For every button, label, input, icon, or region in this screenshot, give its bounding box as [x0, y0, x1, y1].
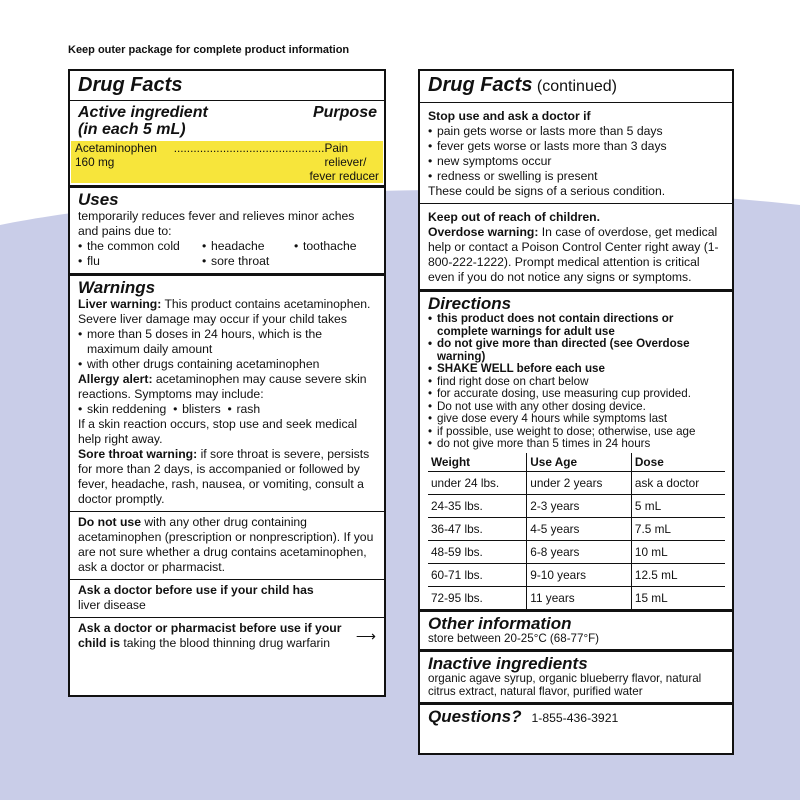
direction-item: • SHAKE WELL before each use — [428, 363, 725, 376]
stop-use-heading: Stop use and ask a doctor if — [428, 109, 591, 123]
direction-item: • find right dose on chart below — [428, 376, 725, 389]
keep-out-section — [420, 204, 732, 292]
active-ingredient-section — [70, 101, 384, 188]
warnings-heading: Warnings — [78, 278, 156, 297]
drug-facts-panel-right — [418, 69, 734, 755]
stop-item: • fever gets worse or lasts more than 3 days — [428, 139, 725, 154]
other-information-section — [420, 612, 732, 653]
direction-item: • for accurate dosing, use measuring cup provided. — [428, 388, 725, 401]
table-header-weight: Weight — [428, 453, 527, 472]
direction-item: • this product does not contain directions or complete warnings for adult use — [428, 313, 725, 338]
allergy-alert: Allergy alert: acetaminophen may cause severe skin reactions. Symptoms may include: — [78, 372, 367, 401]
questions-section — [420, 705, 732, 730]
use-item: • sore throat — [202, 254, 294, 269]
use-item: • headache — [202, 239, 294, 254]
allergy-after: If a skin reaction occurs, stop use and seek medical help right away. — [78, 417, 358, 446]
table-row: 60-71 lbs. 9-10 years 12.5 mL — [428, 563, 725, 586]
allergy-symptoms: • skin reddening • blisters • rash — [78, 402, 377, 417]
liver-item: • more than 5 doses in 24 hours, which is the maximum daily amount — [78, 327, 377, 357]
questions-heading: Questions? — [428, 707, 522, 726]
stop-use-section — [420, 103, 732, 204]
table-row: 48-59 lbs. 6-8 years 10 mL — [428, 540, 725, 563]
stop-item: • redness or swelling is present — [428, 169, 725, 184]
other-information-heading: Other information — [428, 613, 572, 633]
purpose-row-2 — [71, 169, 383, 183]
stop-item: • pain gets worse or lasts more than 5 days — [428, 124, 725, 139]
purpose-heading: Purpose — [312, 104, 377, 121]
purpose-line-1: Pain reliever/ — [324, 141, 367, 169]
uses-list — [78, 239, 377, 269]
title-section — [70, 71, 384, 101]
sore-throat-warning: Sore throat warning: if sore throat is severe, persists for more than 2 days, is accompanied or followed by fever, headache, rash, nausea, or vomiting, consult a doctor promptly. — [78, 447, 370, 506]
do-not-use-section: Do not use with any other drug containing acetaminophen (prescription or nonprescription). If you are not sure whether a drug contains acetaminophen, ask a doctor or pharmacist. — [70, 512, 384, 580]
inactive-ingredients-section — [420, 652, 732, 705]
dosing-table — [428, 453, 725, 609]
package-note: Keep outer package for complete product information — [68, 44, 350, 56]
active-ingredient-subheading: (in each 5 mL) — [78, 121, 186, 138]
inactive-ingredients-heading: Inactive ingredients — [428, 654, 588, 673]
use-item: • flu — [78, 254, 202, 269]
ingredient-name: Acetaminophen 160 mg — [75, 141, 157, 169]
other-information-text: store between 20-25°C (68-77°F) — [428, 631, 600, 645]
direction-item: • Do not use with any other dosing device. — [428, 401, 725, 414]
drug-facts-title: Drug Facts — [428, 74, 533, 96]
drug-facts-panel-left — [68, 69, 386, 697]
overdose-warning: Overdose warning: In case of overdose, get medical help or contact a Poison Control Center right away (1-800-222-1222). Prompt medical attention is critical even if you do not notice any signs or symptoms. — [428, 225, 719, 284]
uses-heading: Uses — [78, 190, 119, 209]
continued-arrow-icon: ⟶ — [355, 628, 376, 644]
title-section-continued — [420, 71, 732, 103]
continued-label: (continued) — [532, 78, 617, 95]
inactive-ingredients-text: organic agave syrup, organic blueberry flavor, natural citrus extract, natural flavor, purified water — [428, 672, 702, 698]
use-item: • toothache — [294, 239, 377, 254]
ask-doctor-section: Ask a doctor before use if your child has liver disease — [70, 580, 384, 618]
drug-facts-title: Drug Facts — [78, 74, 183, 96]
keep-out-heading: Keep out of reach of children. — [428, 210, 600, 224]
ask-pharmacist-section: Ask a doctor or pharmacist before use if your child is taking the blood thinning drug warfarin ⟶ — [78, 621, 376, 650]
stop-after: These could be signs of a serious condition. — [428, 184, 666, 198]
direction-item: • if possible, use weight to dose; otherwise, use age — [428, 426, 725, 439]
ingredient-row — [71, 141, 383, 169]
table-row: 36-47 lbs. 4-5 years 7.5 mL — [428, 517, 725, 540]
leader-dots: .............................................. — [173, 141, 325, 155]
purpose-line-2: fever reducer — [309, 169, 379, 183]
direction-item: • do not give more than 5 times in 24 hours — [428, 438, 725, 451]
directions-section — [420, 292, 732, 612]
liver-item: • with other drugs containing acetaminophen — [78, 357, 377, 372]
table-row: 72-95 lbs. 11 years 15 mL — [428, 586, 725, 609]
liver-warning: Liver warning: This product contains acetaminophen. Severe liver damage may occur if your child takes — [78, 297, 371, 326]
uses-text: temporarily reduces fever and relieves minor aches and pains due to: — [78, 209, 355, 238]
use-item: • the common cold — [78, 239, 202, 254]
directions-heading: Directions — [428, 294, 512, 313]
table-header-dose: Dose — [631, 453, 725, 472]
stop-item: • new symptoms occur — [428, 154, 725, 169]
direction-item: • do not give more than directed (see Overdose warning) — [428, 338, 725, 363]
table-header-age: Use Age — [527, 453, 632, 472]
direction-item: • give dose every 4 hours while symptoms last — [428, 413, 725, 426]
active-ingredient-heading: Active ingredient — [78, 104, 208, 121]
uses-section — [70, 188, 384, 276]
table-row: under 24 lbs. under 2 years ask a doctor — [428, 471, 725, 494]
questions-phone: 1-855-436-3921 — [531, 711, 619, 725]
table-row: 24-35 lbs. 2-3 years 5 mL — [428, 494, 725, 517]
warnings-section — [70, 276, 384, 512]
